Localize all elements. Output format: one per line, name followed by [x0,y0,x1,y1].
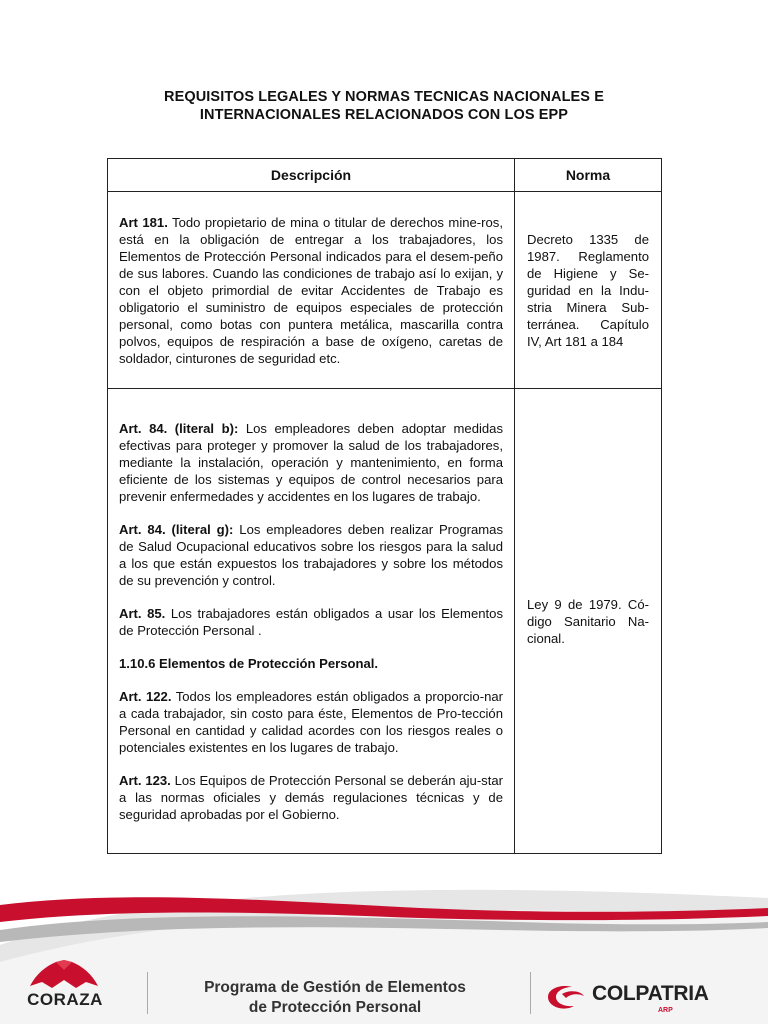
legal-requirements-table [107,158,662,854]
row2-description [108,389,515,854]
header-norm: Norma [515,159,662,192]
art-84b-paragraph [119,420,503,505]
table-header-row [108,159,662,192]
art-123-text: Los Equipos de Protección Personal se deberán aju-star a las normas oficiales y demás regulaciones técnicas y de seguridad aprobadas por el Gobierno. [119,772,504,822]
art-123-label: Art. 123. [119,772,171,788]
header-description: Descripción [108,159,515,192]
row1-norm: Decreto 1335 de 1987. Reglamento de Higiene y Se-guridad en la Indu-stria Minera Sub-terránea. Capítulo IV, Art 181 a 184 [515,192,662,389]
art-85-text: Los trabajadores están obligados a usar los Elementos de Protección Personal . [119,605,503,638]
title-line-1: REQUISITOS LEGALES Y NORMAS TECNICAS NACIONALES E [164,89,604,105]
coraza-brand-text: CORAZA [27,990,103,1009]
art-84g-paragraph [119,521,503,589]
art-122-label: Art. 122. [119,688,172,704]
art-85-paragraph [119,605,503,639]
document-title [0,88,768,124]
table-row [108,389,662,854]
program-title [150,978,520,1018]
art-84g-label: Art. 84. (literal g): [119,521,234,537]
program-title-line-1: Programa de Gestión de Elementos [204,979,466,996]
title-line-2: INTERNACIONALES RELACIONADOS CON LOS EPP [199,107,569,123]
art-84g-text: Los empleadores deben realizar Programas de Salud Ocupacional educativos sobre los riesgos para la salud a los que están expuestos los trabajadores y sobre los métodos de su prevención y control. [119,521,503,588]
art-123-paragraph [119,772,503,823]
table-row [108,192,662,389]
art-122-paragraph [119,688,503,756]
program-title-line-2: de Protección Personal [248,999,422,1016]
colpatria-brand-text: COLPATRIA [592,982,709,1005]
colpatria-logo-icon [542,982,588,1012]
art-181-text: Todo propietario de mina o titular de derechos mine-ros, está en la obligación de entregar a los trabajadores, los Elementos de Protección Personal indicados para el desem-peño de sus labores. Cuando las condiciones de trabajo así lo exijan, y con el objeto primordial de evitar Accidentes de Trabajo es obligatorio el suministro de equipos especiales de protección personal, como botas con puntera metálica, mascarilla contra polvos, equipos de respiración a base de oxígeno, caretas de soldador, cinturones de seguridad etc. [119,214,503,366]
art-122-text: Todos los empleadores están obligados a proporcio-nar a cada trabajador, sin costo para éste, Elementos de Pro-tección Personal en cantidad y calidad acordes con los riesgos reales o potenciales existentes en los lugares de trabajo. [119,688,503,755]
footer-divider-left [147,972,148,1014]
row2-norm: Ley 9 de 1979. Có-digo Sanitario Na-cional. [515,389,662,854]
section-heading: 1.10.6 Elementos de Protección Personal. [119,655,379,671]
footer-divider-right [530,972,531,1014]
art-85-label: Art. 85. [119,605,166,621]
art-84b-text: Los empleadores deben adoptar medidas efectivas para proteger y promover la salud de los trabajadores, mediante la instalación, operación y mantenimiento, en forma eficiente de los sistemas y equipos de control necesarios para prevenir enfermedades y accidentes en los lugares de trabajo. [119,420,503,504]
row1-description [108,192,515,389]
art-84b-label: Art. 84. (literal b): [119,420,239,436]
colpatria-arp-text: ARP [658,1007,673,1014]
art-181-paragraph [119,214,503,367]
art-181-label: Art 181. [119,214,168,230]
